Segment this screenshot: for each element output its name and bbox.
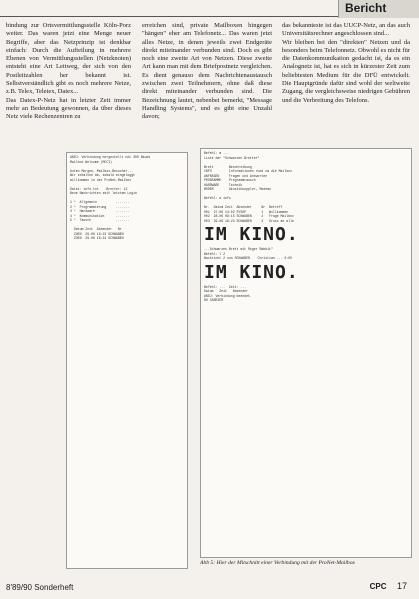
text-column-2 (142, 22, 272, 122)
figure-caption: Abb 5: Hier der Mitschnitt einer Verbindung mit der ProNet-Mailbox (200, 560, 355, 566)
magazine-brand: CPC (369, 582, 387, 591)
im-kino-banner: IM KINO. (204, 224, 299, 245)
paragraph: Das Datex-P-Netz hat in letzter Zeit immer mehr an Bedeutung gewonnen, da über dieses Netz viele Rechenzentren zu (6, 96, 131, 121)
listing-text: ANDJ: Verbindung hergestellt mit 300 Bauds Mailbox Welcome (MCCI) Guten Morgen, Mailbox-Besucher... Wir schalten ab, sobald eingeloggt willkommen in der ProNet-Mailbox Datei: info.txt Bretter: 12 Neue Nachrichten seit letztem Login 1 * Allgemein ....... 2 * Programmierung ....... 3 * Hardware ....... 4 * Kommunikation ....... 5 * Tausch ....... Datum Zeit Absender Nr ZUEN 29-06 16:23 SCHWABEN ZUEN 29-06 16:24 SCHWABEN (70, 155, 151, 240)
terminal-listing-right (200, 148, 412, 558)
terminal-listing-left (66, 152, 188, 569)
page-footer (370, 581, 407, 591)
text-column-1 (6, 22, 131, 122)
im-kino-banner: IM KINO. (204, 261, 299, 283)
section-tab (338, 0, 419, 18)
issue-label: 8'89/90 Sonderheft (6, 583, 74, 592)
paragraph: bindung zur Ortsvermittlungsstelle Köln-Porz weiter. Das waren jetzt eine Menge neuer Begriffe, aber das Netzprinzip ist denkbar einfach: Durch die Aufteilung in mehrere Ebenen von Vermittlungsstellen (Netzknoten) entsteht eine Art Leitweg, der sich von den Postleitzahlen her bekannt ist. Selbstverständlich gibt es noch mehrere Netze, z.B. Telex, Teletex, Datex... (6, 22, 131, 96)
listing-text: Befehl: ... Zeit: ... Datum Zeit Absender ANDJ: Verbindung beendet. NO CARRIER (204, 284, 252, 302)
section-label: Bericht (345, 1, 387, 15)
header-rule (0, 16, 340, 17)
paragraph: erreichen sind, private Mailboxen hingegen "hängen" eher am Telefonetz... Das waren jetzt alles Netze, in denen jeweils zwei Endgeräte direkt miteinander verbunden sind. Doch es gibt noch eine zweite Art von Netzen. Diese zweite Art kann man mit dem Briefpostnetz vergleichen. Es dient genauso dem Nachrichtenaustausch zwischen zwei Teilnehmern, ohne daß diese direkt miteinander verbunden sind. Die Bezeichnung lautet, nebenbei bemerkt, "Message Handling Systems", und es gibt eine Unzahl davon; (142, 22, 272, 121)
paragraph: Wir bleiben bei den "direkten" Netzen und da besonders beim Telefonnetz. Obwohl es nicht für die Datenkommunikation gedacht ist, da es ein Analognetz ist, hat es sich in kürzester Zeit zum beliebtesten Medium für die DFÜ entwickelt. Die Hauptgründe dafür sind wohl der weltweite Zugang, die vergleichsweise niedrigen Gebühren und die Verbreitung des Telefons. (282, 38, 410, 104)
listing-text: Befehl: m ... Liste der "Schwarzen Bretter" Brett Beschreibung INFO Informationen rund um die Mailbox ANFRAGEN Fragen und Antworten PROGRAMME Programmtausch HARDWARE Technik MODEM Akustikkoppler, Modems Befehl: a info Nr. Datum Zeit Absender Nr Betreff 001 27-06 14:02 SYSOP 1 Willkommen 002 28-06 09:15 SCHWABEN 2 Frage Mailbox 003 29-06 16:23 SCHWABEN 3 Gruss an alle (204, 151, 294, 223)
text-column-3 (282, 22, 410, 105)
paragraph: das bekannteste ist das UUCP-Netz, an das auch Universitätsrechner angeschlossen sind... (282, 22, 410, 38)
page-number: 17 (396, 581, 407, 591)
listing-text: ...Schwarzes Brett mit Roger Rabbit" Befehl: l 2 Nachricht 2 von SCHWABEN Christian ... 0:05 (204, 247, 292, 260)
